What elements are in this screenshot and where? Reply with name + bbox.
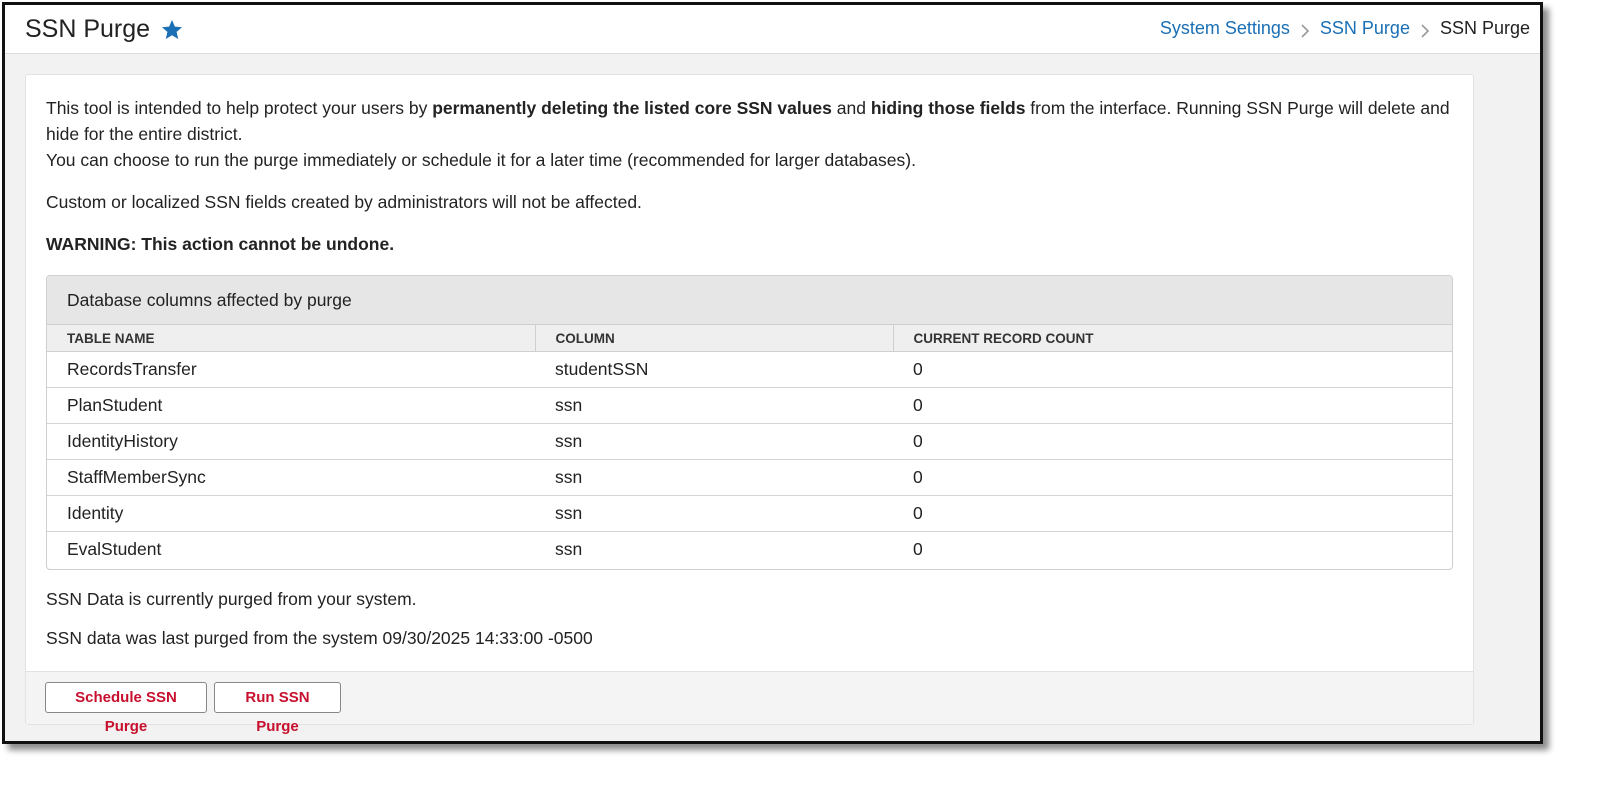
table-row xyxy=(47,532,1452,568)
run-ssn-purge-button[interactable]: Run SSN Purge xyxy=(214,682,341,713)
column-header-table-name[interactable]: TABLE NAME xyxy=(47,325,535,352)
table-row xyxy=(47,460,1452,496)
action-bar xyxy=(26,671,1473,735)
cell-table-name: PlanStudent xyxy=(47,388,535,424)
breadcrumb-current: SSN Purge xyxy=(1439,18,1530,38)
table-row xyxy=(47,424,1452,460)
cell-table-name: RecordsTransfer xyxy=(67,359,197,379)
star-icon[interactable] xyxy=(160,18,184,42)
table-caption: Database columns affected by purge xyxy=(47,276,1452,325)
intro-paragraph xyxy=(46,95,1453,147)
page-title-group xyxy=(25,15,184,44)
cell-record-count: 0 xyxy=(893,388,1452,424)
cell-table-name: StaffMemberSync xyxy=(47,460,535,496)
column-header-column[interactable]: COLUMN xyxy=(535,325,893,352)
breadcrumb-ssn-purge[interactable]: SSN Purge xyxy=(1319,18,1410,38)
cell-table-name: Identity xyxy=(47,496,535,532)
table-header-row xyxy=(47,325,1452,352)
chevron-right-icon xyxy=(1300,22,1310,36)
cell-column: ssn xyxy=(535,460,893,496)
intro-text-segment: This tool is intended to help protect your users by xyxy=(46,98,433,118)
main-panel xyxy=(25,74,1474,735)
cell-record-count: 0 xyxy=(913,359,923,379)
table-row xyxy=(47,388,1452,424)
cell-record-count: 0 xyxy=(893,496,1452,532)
cell-record-count: 0 xyxy=(893,460,1452,496)
app-window xyxy=(2,2,1543,744)
cell-column: studentSSN xyxy=(555,359,649,379)
table-row xyxy=(47,352,1452,388)
cell-record-count: 0 xyxy=(893,532,1452,568)
affected-columns-table xyxy=(46,275,1453,570)
table-row xyxy=(47,496,1452,532)
schedule-note: You can choose to run the purge immediately or schedule it for a later time (recommended for larger databases). xyxy=(46,150,916,170)
intro-bold-segment: permanently deleting the listed core SSN values xyxy=(432,98,832,118)
cell-record-count: 0 xyxy=(893,424,1452,460)
breadcrumb-system-settings[interactable]: System Settings xyxy=(1159,18,1290,38)
last-purged-text: SSN data was last purged from the system 09/30/2025 14:33:00 -0500 xyxy=(46,628,593,648)
chevron-right-icon xyxy=(1420,22,1430,36)
intro-text-segment: from the interface. Running SSN Purge will delete and hide for the entire district. xyxy=(46,98,1450,144)
cell-column: ssn xyxy=(535,532,893,568)
page-header xyxy=(5,5,1540,54)
intro-text xyxy=(46,95,1453,257)
cell-column: ssn xyxy=(535,424,893,460)
cell-column: ssn xyxy=(535,388,893,424)
cell-table-name: EvalStudent xyxy=(47,532,535,568)
schedule-ssn-purge-button[interactable]: Schedule SSN Purge xyxy=(45,682,207,713)
cell-table-name: IdentityHistory xyxy=(47,424,535,460)
page-title: SSN Purge xyxy=(25,15,151,43)
intro-text-segment: and xyxy=(831,98,871,118)
custom-fields-note: Custom or localized SSN fields created by administrators will not be affected. xyxy=(46,192,642,212)
warning-text: WARNING: This action cannot be undone. xyxy=(46,234,395,254)
cell-column: ssn xyxy=(535,496,893,532)
intro-bold-segment: hiding those fields xyxy=(870,98,1026,118)
breadcrumb xyxy=(1160,18,1530,39)
column-header-record-count[interactable]: CURRENT RECORD COUNT xyxy=(893,325,1452,352)
data-table xyxy=(47,325,1452,567)
purge-status-text: SSN Data is currently purged from your system. xyxy=(46,589,417,609)
